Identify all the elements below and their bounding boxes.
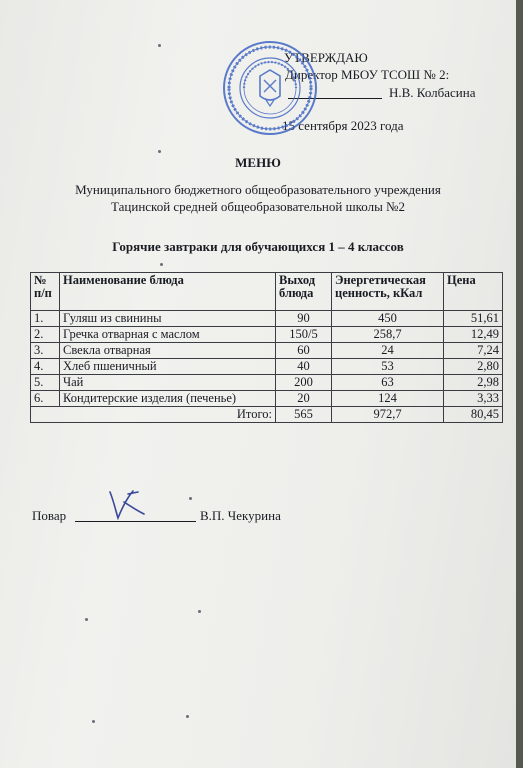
cook-name: В.П. Чекурина: [200, 508, 281, 523]
table-row: [31, 343, 503, 359]
dish-name: Гуляш из свинины: [60, 311, 276, 327]
row-number: 3.: [31, 343, 60, 359]
dish-weight: 200: [276, 375, 332, 391]
table-row: [31, 327, 503, 343]
total-energy: 972,7: [332, 407, 444, 423]
column-header-weight: Выход блюда: [276, 273, 332, 311]
approval-director: Н.В. Колбасина: [389, 85, 476, 100]
dish-price: 2,98: [444, 375, 503, 391]
approval-date: 15 сентября 2023 года: [282, 118, 404, 133]
dish-price: 7,24: [444, 343, 503, 359]
menu-table: [30, 272, 503, 423]
dish-weight: 60: [276, 343, 332, 359]
row-number: 5.: [31, 375, 60, 391]
column-header-number: № п/п: [31, 273, 60, 311]
organization-line-1: Муниципального бюджетного общеобразовательного учреждения: [75, 182, 441, 197]
total-label: Итого:: [31, 407, 276, 423]
dish-price: 12,49: [444, 327, 503, 343]
column-header-price: Цена: [444, 273, 503, 311]
row-number: 2.: [31, 327, 60, 343]
table-row: [31, 359, 503, 375]
table-row: [31, 375, 503, 391]
dish-energy: 63: [332, 375, 444, 391]
column-header-energy: Энергетическая ценность, кКал: [332, 273, 444, 311]
approval-title: УТВЕРЖДАЮ: [284, 50, 368, 65]
dish-energy: 450: [332, 311, 444, 327]
paper-speck: [189, 497, 192, 500]
dish-energy: 24: [332, 343, 444, 359]
paper-speck: [158, 44, 161, 47]
table-header-row: [31, 273, 503, 311]
paper-speck: [92, 720, 95, 723]
paper-speck: [186, 715, 189, 718]
column-header-dish: Наименование блюда: [60, 273, 276, 311]
scan-background-edge: [516, 0, 523, 768]
row-number: 4.: [31, 359, 60, 375]
total-price: 80,45: [444, 407, 503, 423]
school-seal-stamp: [222, 40, 318, 136]
menu-title: МЕНЮ: [235, 155, 281, 170]
dish-price: 51,61: [444, 311, 503, 327]
dish-name: Кондитерские изделия (печенье): [60, 391, 276, 407]
row-number: 1.: [31, 311, 60, 327]
handwritten-signature: [100, 488, 160, 522]
dish-name: Свекла отварная: [60, 343, 276, 359]
dish-energy: 258,7: [332, 327, 444, 343]
menu-subtitle: Горячие завтраки для обучающихся 1 – 4 классов: [112, 239, 404, 254]
table-row: [31, 391, 503, 407]
paper-speck: [85, 618, 88, 621]
dish-weight: 90: [276, 311, 332, 327]
total-weight: 565: [276, 407, 332, 423]
table-row: [31, 311, 503, 327]
dish-weight: 150/5: [276, 327, 332, 343]
dish-name: Гречка отварная с маслом: [60, 327, 276, 343]
dish-price: 2,80: [444, 359, 503, 375]
cook-label: Повар: [32, 508, 67, 523]
dish-weight: 40: [276, 359, 332, 375]
dish-energy: 53: [332, 359, 444, 375]
paper-speck: [158, 150, 161, 153]
table-total-row: [31, 407, 503, 423]
dish-weight: 20: [276, 391, 332, 407]
row-number: 6.: [31, 391, 60, 407]
paper-speck: [198, 610, 201, 613]
dish-price: 3,33: [444, 391, 503, 407]
paper-speck: [160, 263, 163, 266]
approval-position: Директор МБОУ ТСОШ № 2:: [285, 67, 450, 82]
dish-name: Чай: [60, 375, 276, 391]
dish-energy: 124: [332, 391, 444, 407]
organization-line-2: Тацинской средней общеобразовательной школы №2: [111, 199, 405, 214]
dish-name: Хлеб пшеничный: [60, 359, 276, 375]
